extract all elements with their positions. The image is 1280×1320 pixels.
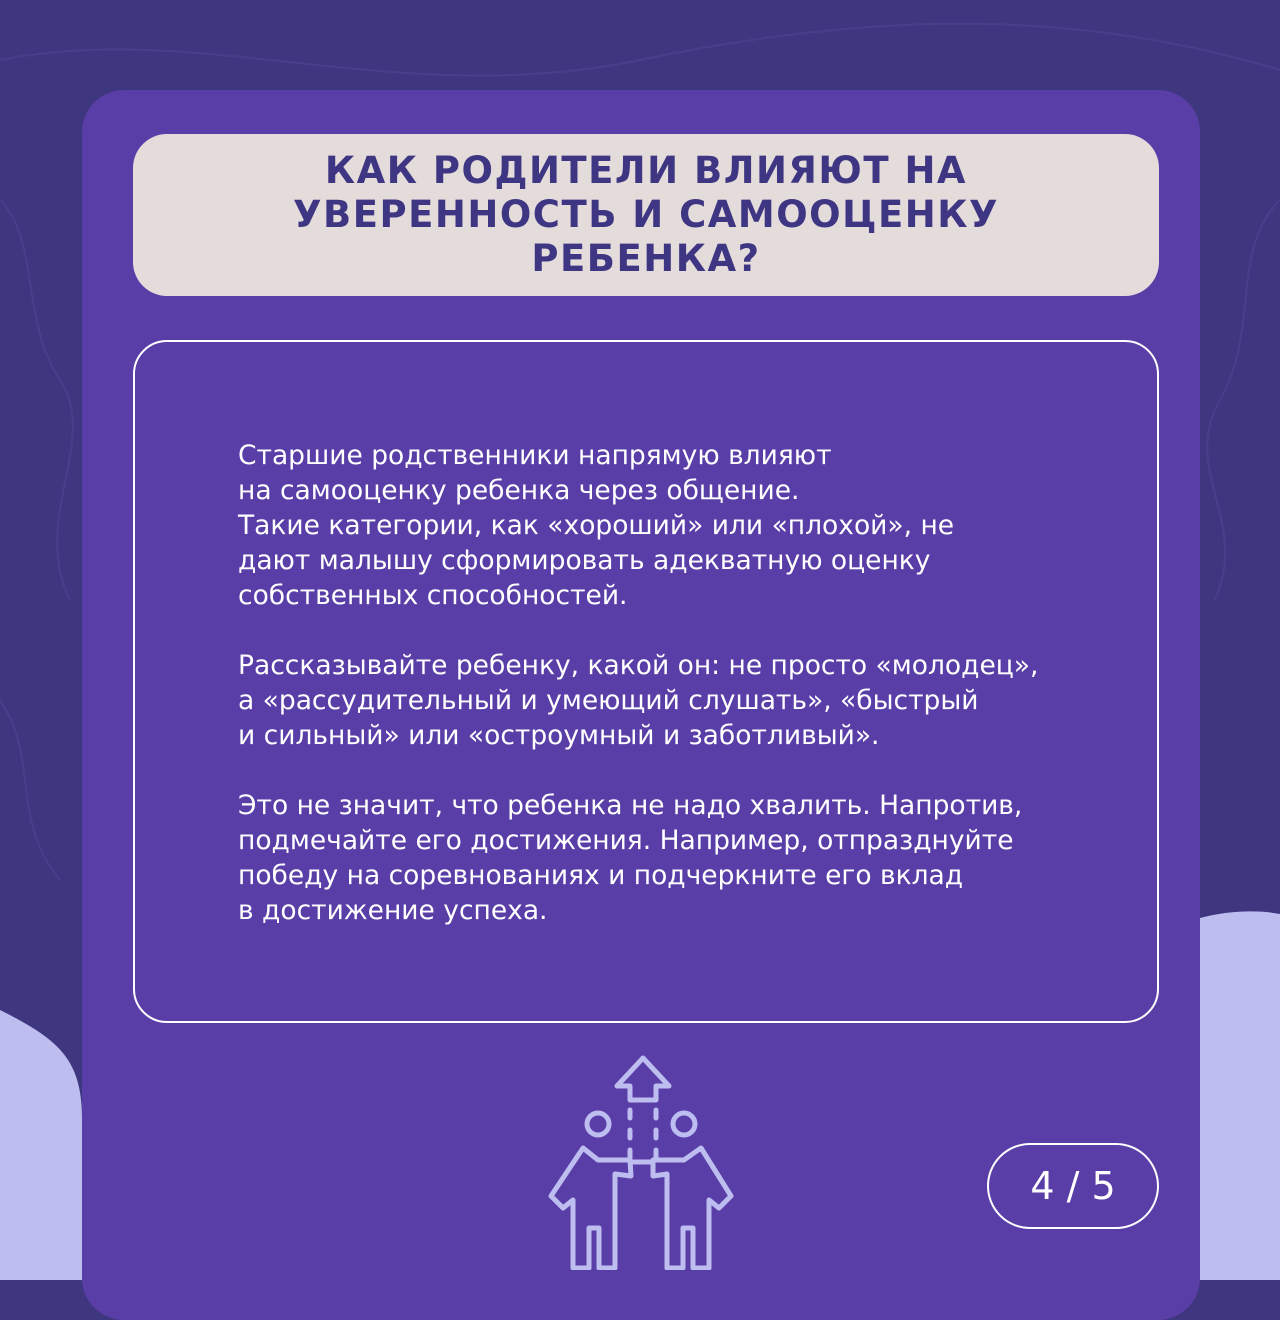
arrow-up-icon (617, 1058, 669, 1100)
paragraph-1: Старшие родственники напрямую влияют на самооценку ребенка через общение. Такие категории, как «хороший» или «плохой», не дают малышу сформировать адекватную оценку собственных способностей. (238, 440, 955, 611)
page-indicator (987, 1143, 1159, 1229)
left-person-body (551, 1148, 631, 1268)
title-banner (133, 134, 1159, 296)
right-person-body (653, 1148, 731, 1268)
right-person-head (673, 1113, 695, 1135)
paragraph-2: Рассказывайте ребенку, какой он: не просто «молодец», а «рассудительный и умеющий слушать», «быстрый и сильный» или «остроумный и заботливый». (238, 650, 1039, 751)
corner-blob-left (0, 1010, 82, 1280)
page-title: КАК РОДИТЕЛИ ВЛИЯЮТ НА УВЕРЕННОСТЬ И САМООЦЕНКУ РЕБЕНКА? (293, 149, 999, 280)
body-text (238, 438, 1118, 928)
left-person-head (587, 1113, 609, 1135)
page-indicator-label: 4 / 5 (1030, 1164, 1116, 1208)
people-growth-icon (543, 1050, 743, 1270)
corner-blob-right (1200, 911, 1280, 1280)
paragraph-3: Это не значит, что ребенка не надо хвалить. Напротив, подмечайте его достижения. Например, отпразднуйте победу на соревнованиях и подчеркните его вклад в достижение успеха. (238, 790, 1023, 926)
